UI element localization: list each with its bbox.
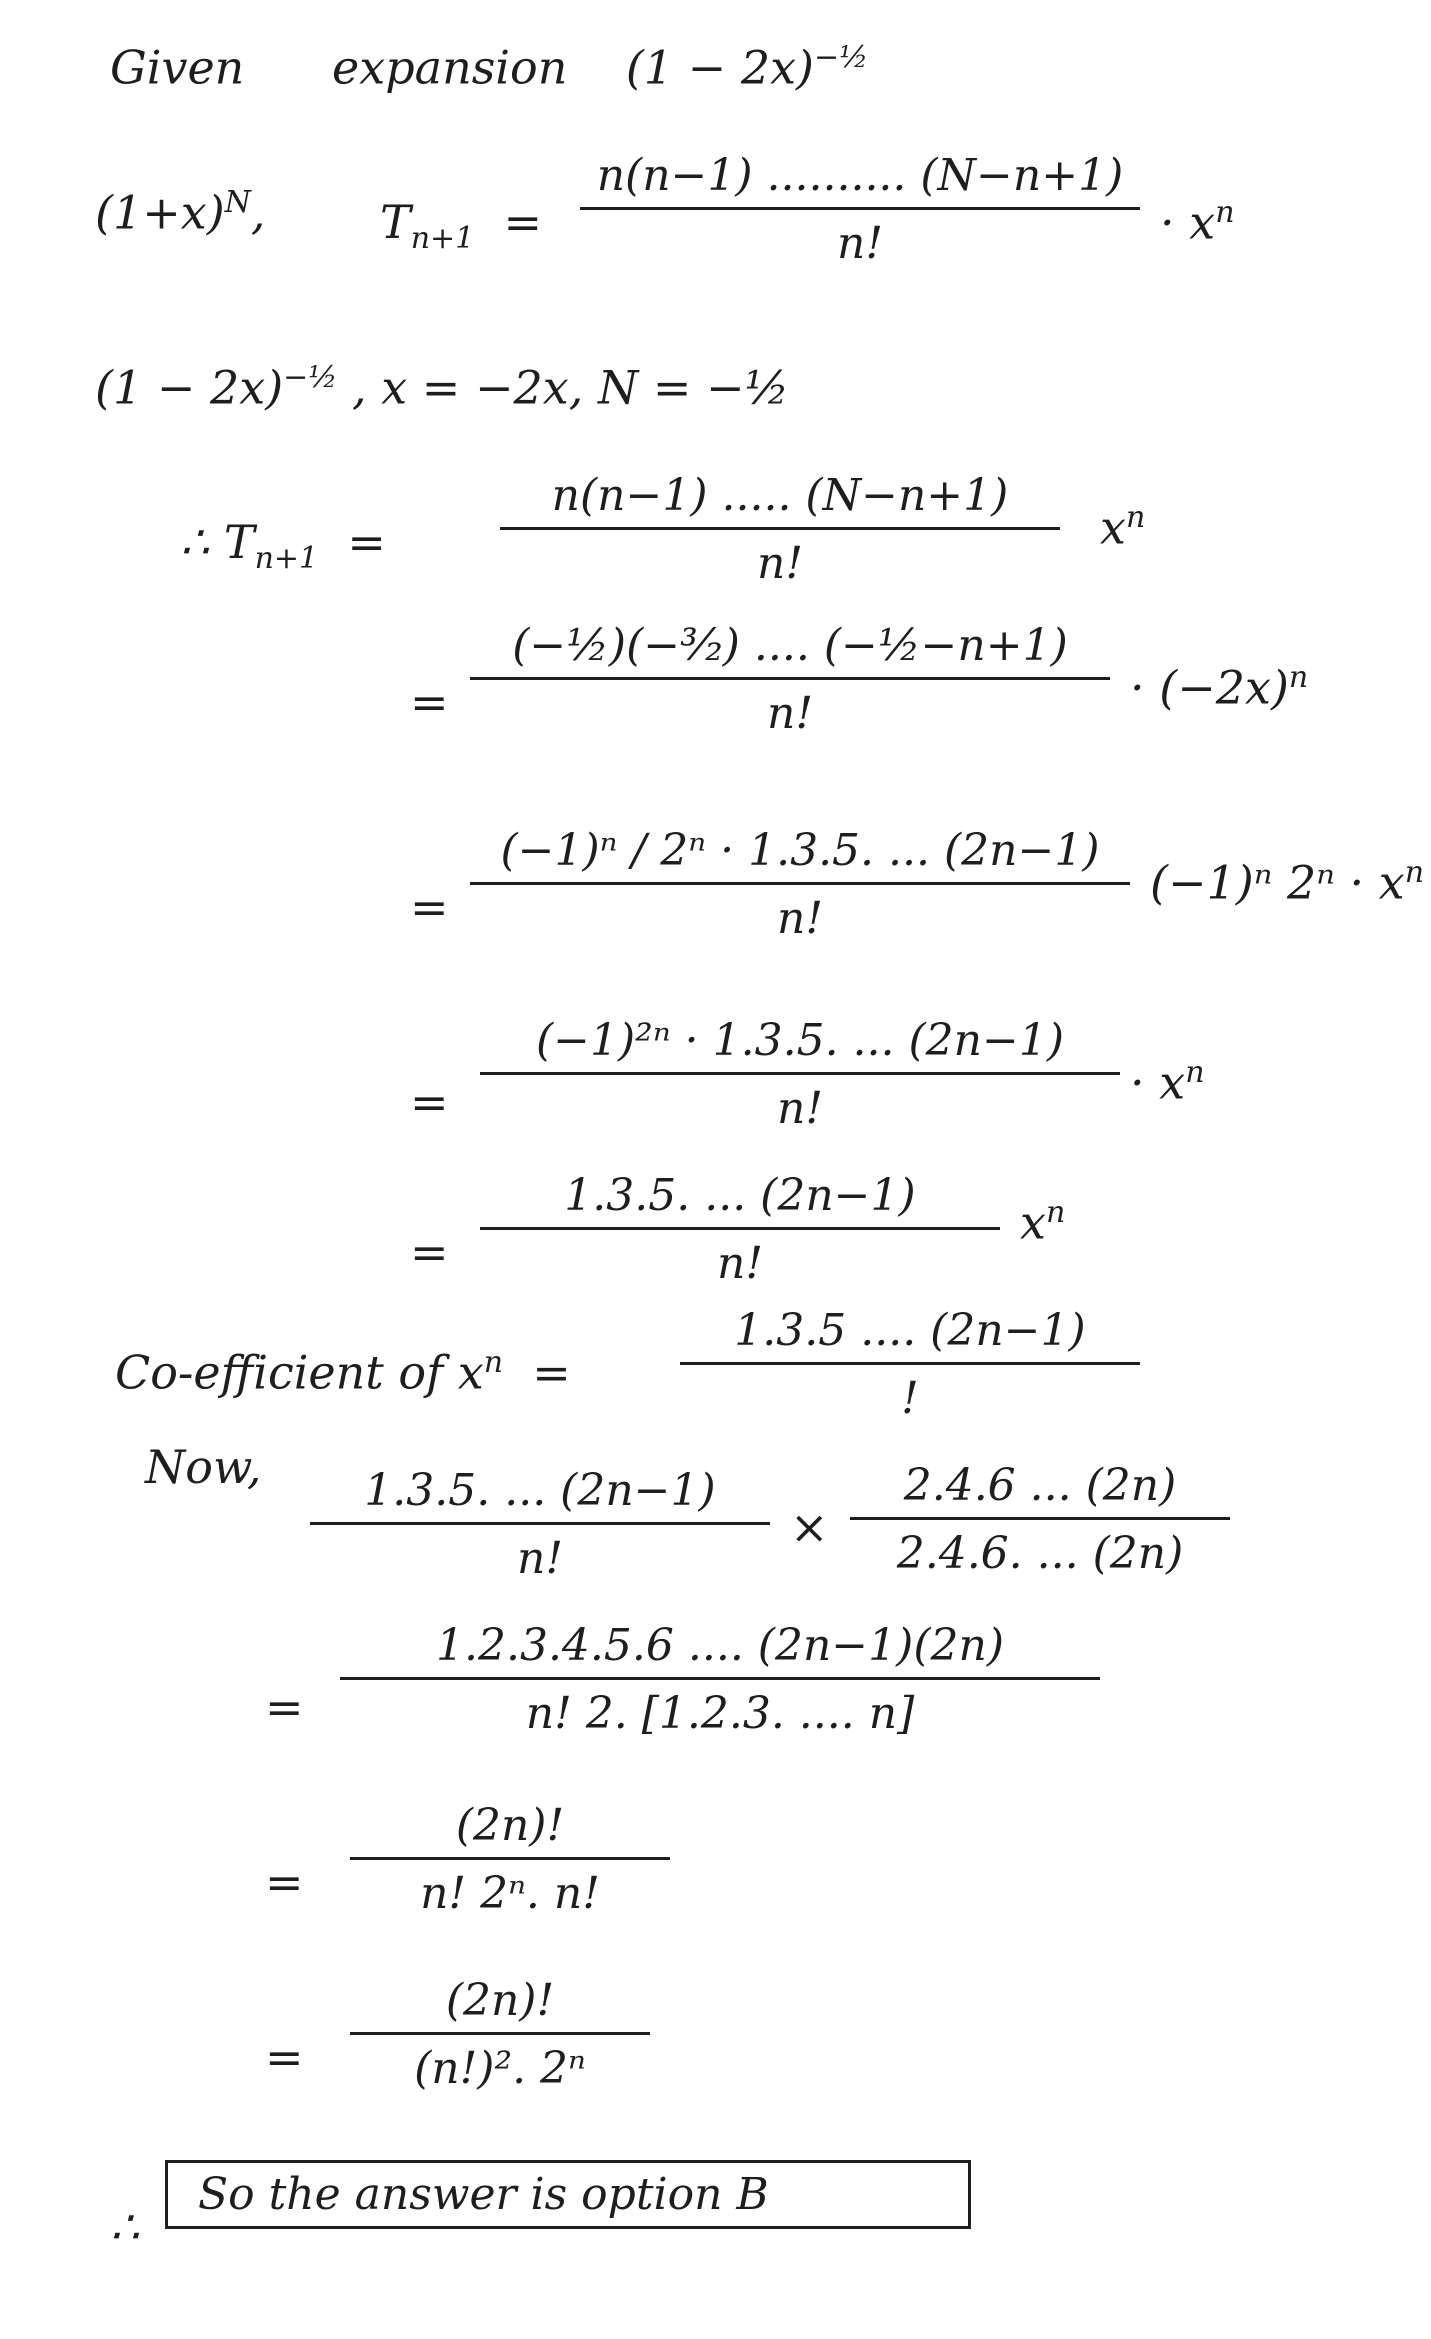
equals-sign: = xyxy=(410,880,449,934)
final-step1-fraction: 1.2.3.4.5.6 .... (2n−1)(2n) n! 2. [1.2.3. .... n] xyxy=(340,1620,1100,1739)
step3-fraction: (−1)ⁿ / 2ⁿ · 1.3.5. ... (2n−1) n! xyxy=(470,825,1130,944)
equals-sign: = xyxy=(410,1225,449,1279)
given-line xyxy=(110,40,868,94)
now-label: Now, xyxy=(145,1440,262,1494)
given-word: expansion xyxy=(332,40,568,95)
now-left-fraction: 1.3.5. ... (2n−1) n! xyxy=(310,1465,770,1584)
general-lhs: $(1+x)^N$, xyxy=(95,185,266,240)
general-tail: · $x^n$ xyxy=(1160,195,1235,250)
general-denominator: n! xyxy=(836,218,884,269)
equals-sign: = xyxy=(265,1855,304,1909)
equals-sign: = xyxy=(265,1680,304,1734)
general-numerator: n(n−1) .......... (N−n+1) xyxy=(596,150,1124,201)
given-expr: (1 − 2x) xyxy=(625,40,814,95)
general-fraction xyxy=(580,150,1140,269)
now-right-fraction: 2.4.6 ... (2n) 2.4.6. ... (2n) xyxy=(850,1460,1230,1579)
step4-fraction: (−1)²ⁿ · 1.3.5. ... (2n−1) n! xyxy=(480,1015,1120,1134)
general-term: $T_{n+1}$ = xyxy=(380,195,543,257)
coefficient-fraction: 1.3.5 .... (2n−1) ! xyxy=(680,1305,1140,1424)
step3-tail: (−1)ⁿ $2^n \cdot x^n$ xyxy=(1150,855,1425,910)
step4-tail: · $x^n$ xyxy=(1130,1055,1205,1110)
step5-tail: $x^n$ xyxy=(1020,1195,1066,1250)
step2-tail: · $(-2x)^n$ xyxy=(1130,660,1309,715)
final-step3-fraction: (2n)! (n!)². 2ⁿ xyxy=(350,1975,650,2094)
given-label: Given xyxy=(110,40,245,95)
equals-sign: = xyxy=(265,2030,304,2084)
fraction-bar xyxy=(580,207,1140,210)
final-step2-fraction: (2n)! n! 2ⁿ. n! xyxy=(350,1800,670,1919)
equals-sign: = xyxy=(410,675,449,729)
answer-box xyxy=(165,2160,971,2229)
substitution-line: $(1 - 2x)^{-\frac{1}{2}}$ , x = −2x, N = −½ xyxy=(95,360,790,415)
given-exp: −½ xyxy=(814,40,869,75)
step1-fraction: n(n−1) ..... (N−n+1) n! xyxy=(500,470,1060,589)
step1-lead: ∴ $T_{n+1}$ = xyxy=(180,515,386,577)
step2-fraction: (−½)(−³⁄₂) .... (−½−n+1) n! xyxy=(470,620,1110,739)
equals-sign: = xyxy=(410,1075,449,1129)
step5-fraction: 1.3.5. ... (2n−1) n! xyxy=(480,1170,1000,1289)
answer-text: So the answer is option B xyxy=(198,2169,769,2220)
step1-tail: $x^n$ xyxy=(1100,500,1146,555)
times-sign: × xyxy=(790,1500,829,1554)
therefore-symbol: ∴ xyxy=(110,2200,140,2254)
coefficient-label: Co-efficient of $x^n$ = xyxy=(115,1345,571,1400)
